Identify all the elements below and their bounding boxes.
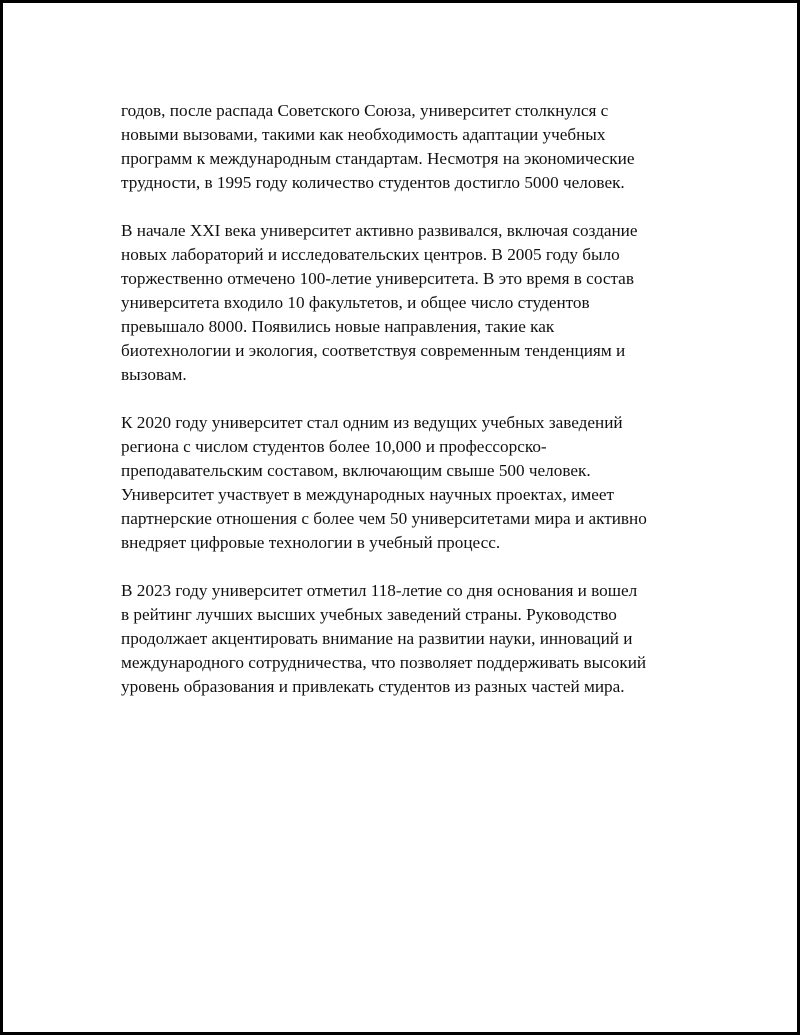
text-line: торжественно отмечено 100-летие университета. В это время в состав bbox=[121, 269, 634, 288]
text-line: К 2020 году университет стал одним из ведущих учебных заведений bbox=[121, 413, 623, 432]
text-line: внедряет цифровые технологии в учебный процесс. bbox=[121, 533, 501, 552]
text-line: трудности, в 1995 году количество студентов достигло 5000 человек. bbox=[121, 173, 625, 192]
document-body bbox=[121, 99, 701, 723]
paragraph-2020 bbox=[121, 411, 701, 555]
paragraph-post-soviet bbox=[121, 99, 701, 195]
text-line: В 2023 году университет отметил 118-летие со дня основания и вошел bbox=[121, 581, 638, 600]
text-line: программ к международным стандартам. Несмотря на экономические bbox=[121, 149, 635, 168]
paragraph-2023 bbox=[121, 579, 701, 699]
text-line: региона с числом студентов более 10,000 и профессорско- bbox=[121, 437, 547, 456]
text-line: университета входило 10 факультетов, и общее число студентов bbox=[121, 293, 590, 312]
text-line: биотехнологии и экология, соответствуя современным тенденциям и bbox=[121, 341, 626, 360]
text-line: Университет участвует в международных научных проектах, имеет bbox=[121, 485, 614, 504]
text-line: превышало 8000. Появились новые направления, такие как bbox=[121, 317, 555, 336]
text-line: годов, после распада Советского Союза, университет столкнулся с bbox=[121, 101, 609, 120]
text-line: вызовам. bbox=[121, 365, 187, 384]
text-line: уровень образования и привлекать студентов из разных частей мира. bbox=[121, 677, 625, 696]
text-line: преподавательским составом, включающим свыше 500 человек. bbox=[121, 461, 591, 480]
text-line: новых лабораторий и исследовательских центров. В 2005 году было bbox=[121, 245, 620, 264]
text-line: новыми вызовами, такими как необходимость адаптации учебных bbox=[121, 125, 606, 144]
text-line: международного сотрудничества, что позволяет поддерживать высокий bbox=[121, 653, 647, 672]
text-line: продолжает акцентировать внимание на развитии науки, инноваций и bbox=[121, 629, 633, 648]
paragraph-21st-century bbox=[121, 219, 701, 387]
text-line: партнерские отношения с более чем 50 университетами мира и активно bbox=[121, 509, 647, 528]
text-line: В начале XXI века университет активно развивался, включая создание bbox=[121, 221, 638, 240]
text-line: в рейтинг лучших высших учебных заведений страны. Руководство bbox=[121, 605, 617, 624]
